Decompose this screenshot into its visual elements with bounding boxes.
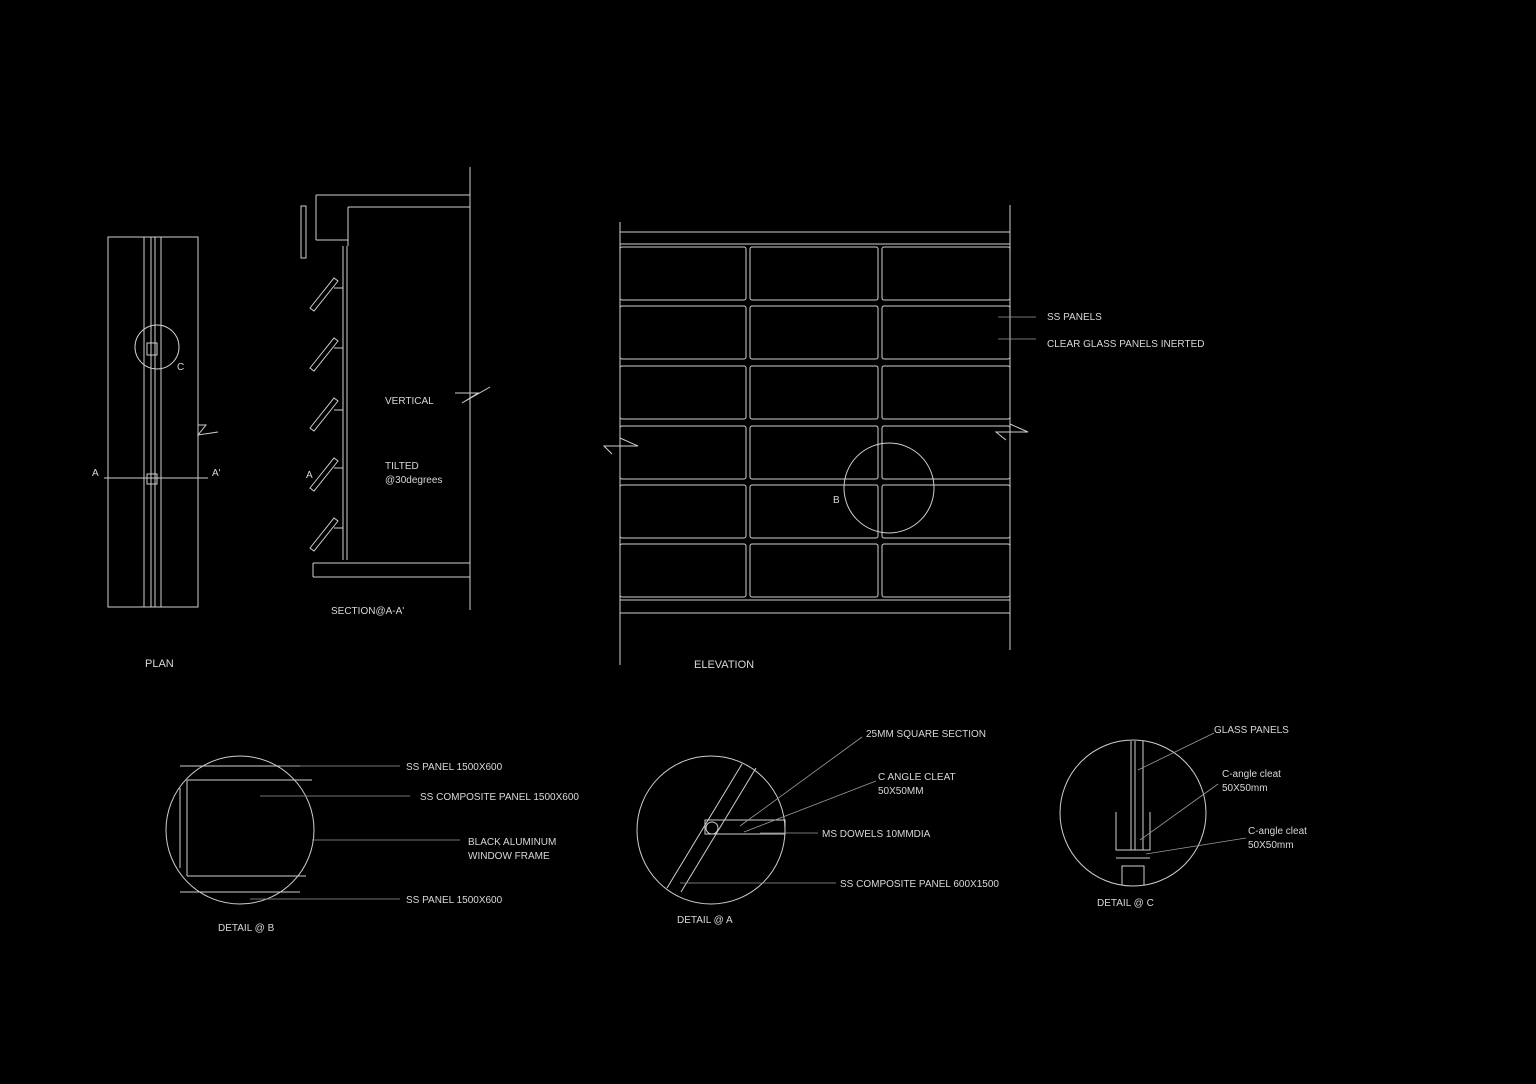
detail-a-note-1: 25MM SQUARE SECTION [866, 729, 987, 740]
elevation-panel-r3-c3 [882, 366, 1010, 419]
detail-a-louver-edge-2 [681, 768, 756, 892]
detail-b-title: DETAIL @ B [218, 923, 275, 934]
detail-a-title: DETAIL @ A [677, 915, 733, 926]
elevation-panel-r1-c2 [750, 247, 878, 300]
elevation-callout-circle [844, 443, 934, 533]
elevation-panel-r6-c2 [750, 544, 878, 597]
detail-c-cleat-upper [1116, 812, 1150, 850]
louver-4 [310, 458, 338, 491]
section-marker: A [306, 470, 313, 481]
detail-c-title: DETAIL @ C [1097, 898, 1154, 909]
detail-c-note-2b: 50X50mm [1222, 783, 1268, 794]
elevation-panel-r4-c1 [620, 426, 746, 479]
elevation-panel-r3-c1 [620, 366, 746, 419]
detail-c-leader-1 [1138, 733, 1214, 770]
elevation-panel-grid [620, 247, 1010, 597]
elevation-title: ELEVATION [694, 659, 755, 671]
elevation-panel-r6-c1 [620, 544, 746, 597]
elevation-panel-r2-c1 [620, 306, 746, 359]
section-view [301, 167, 490, 617]
detail-c-note-3b: 50X50mm [1248, 840, 1294, 851]
section-break-mark [455, 387, 490, 403]
detail-c-note-3a: C-angle cleat [1248, 826, 1307, 837]
elevation-panel-r4-c2 [750, 426, 878, 479]
section-top-fixing [301, 206, 306, 258]
section-label-tilted-2: @30degrees [385, 475, 443, 486]
detail-b-note-1: SS PANEL 1500X600 [406, 762, 503, 773]
elevation-note-ss-panels: SS PANELS [1047, 312, 1102, 323]
detail-c-circle [1060, 740, 1206, 886]
plan-section-marker-right: A' [212, 468, 221, 479]
section-label-vertical: VERTICAL [385, 396, 434, 407]
plan-break-mark [198, 425, 218, 435]
louver-5 [310, 518, 338, 551]
detail-b [166, 756, 579, 934]
plan-section-marker-left: A [92, 468, 99, 479]
plan-title: PLAN [145, 658, 174, 670]
elevation-break-left [604, 438, 638, 454]
section-title: SECTION@A-A' [331, 606, 405, 617]
elevation-panel-r1-c1 [620, 247, 746, 300]
detail-c-note-1: GLASS PANELS [1214, 725, 1289, 736]
detail-a-leader-1 [740, 737, 862, 826]
detail-a-note-2b: 50X50MM [878, 786, 924, 797]
detail-b-circle [166, 756, 314, 904]
detail-a-dowel [706, 822, 718, 834]
detail-b-note-2: SS COMPOSITE PANEL 1500X600 [420, 792, 579, 803]
elevation-panel-r5-c2 [750, 485, 878, 538]
detail-b-note-3b: WINDOW FRAME [468, 851, 550, 862]
louver-3 [310, 398, 338, 431]
elevation-view [604, 205, 1204, 671]
elevation-note-clear-glass: CLEAR GLASS PANELS INERTED [1047, 339, 1205, 350]
plan-view [92, 237, 221, 670]
detail-c-note-2a: C-angle cleat [1222, 769, 1281, 780]
detail-a-leader-2 [744, 781, 876, 832]
elevation-panel-r4-c3 [882, 426, 1010, 479]
section-label-tilted-1: TILTED [385, 461, 419, 472]
detail-b-note-4: SS PANEL 1500X600 [406, 895, 503, 906]
detail-b-note-3a: BLACK ALUMINUM [468, 837, 557, 848]
detail-c [1060, 725, 1307, 909]
plan-outline [108, 237, 198, 607]
elevation-panel-r2-c2 [750, 306, 878, 359]
elevation-callout-label: B [833, 495, 840, 506]
elevation-panel-r1-c3 [882, 247, 1010, 300]
detail-a-note-3: MS DOWELS 10MMDIA [822, 829, 931, 840]
louver-2 [310, 338, 338, 371]
detail-a-circle [637, 756, 785, 904]
section-louvers [310, 278, 343, 551]
elevation-panel-r2-c3 [882, 306, 1010, 359]
detail-c-leader-3 [1146, 838, 1246, 854]
detail-c-cleat-lower [1122, 866, 1144, 885]
elevation-panel-r5-c1 [620, 485, 746, 538]
elevation-panel-r3-c2 [750, 366, 878, 419]
elevation-panel-r6-c3 [882, 544, 1010, 597]
plan-callout-label: C [177, 362, 185, 373]
louver-1 [310, 278, 338, 311]
detail-a-note-4: SS COMPOSITE PANEL 600X1500 [840, 879, 999, 890]
elevation-panel-r5-c3 [882, 485, 1010, 538]
detail-a-note-2a: C ANGLE CLEAT [878, 772, 956, 783]
detail-a [637, 729, 999, 926]
